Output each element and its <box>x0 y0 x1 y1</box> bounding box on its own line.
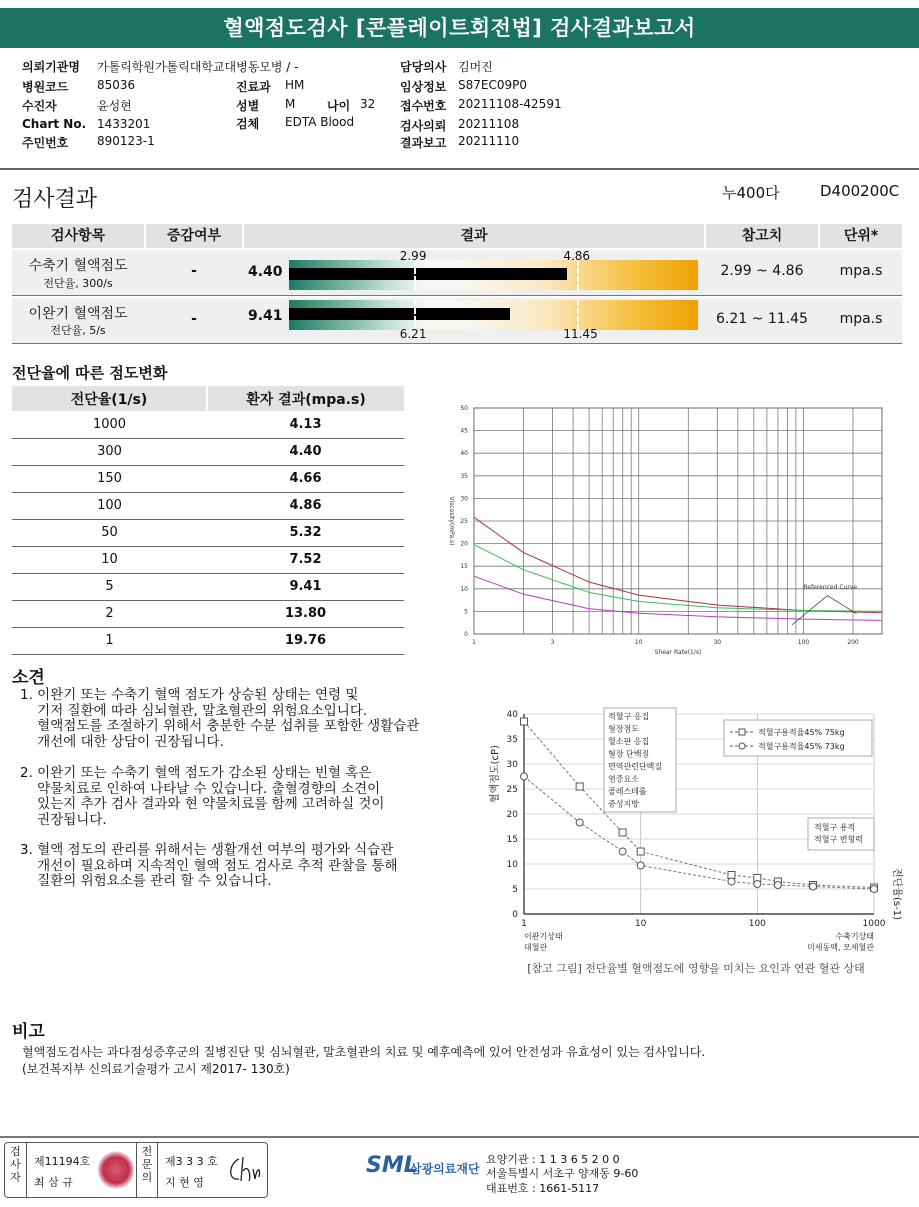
y-tick-label: 0 <box>464 631 468 638</box>
examiner-name: 최 삼 규 <box>34 1176 73 1189</box>
y-axis-label: Viscosity(mPa.s) <box>448 496 455 546</box>
viscosity-curve-chart <box>438 400 888 660</box>
y-tick-label: 40 <box>460 450 468 458</box>
x-tick-label: 1 <box>521 919 527 929</box>
examiner-license: 제11194호 <box>34 1155 91 1168</box>
remarks-notice: (보건복지부 신의료기술평가 고시 제2017- 130호) <box>22 1062 290 1076</box>
shear-rate-cell: 300 <box>12 438 207 465</box>
x-tick-label: 100 <box>748 919 766 929</box>
high-limit-marker <box>577 260 579 290</box>
item-name: 수축기 혈액점도 <box>28 258 128 274</box>
low-limit-marker <box>414 300 416 330</box>
y-tick-label: 30 <box>460 495 468 503</box>
factor-label: 혈소판 응집 <box>608 737 650 746</box>
institution-label: 의뢰기관명 <box>22 60 80 74</box>
shear-result-cell: 5.32 <box>207 519 404 546</box>
y-tick-label: 10 <box>506 860 518 870</box>
header-reference: 참고치 <box>706 224 818 248</box>
y-tick-label: 50 <box>460 405 468 412</box>
report-date-value: 20211110 <box>458 134 520 148</box>
factor-label: 적혈구 응집 <box>608 712 650 721</box>
sex-value: M <box>285 97 296 111</box>
resident-value: 890123-1 <box>97 134 155 148</box>
specialist-name: 지 현 영 <box>165 1176 204 1189</box>
shear-rate-cell: 1000 <box>12 411 207 438</box>
factor-label: 혈장점도 <box>608 724 639 734</box>
data-point <box>619 829 626 836</box>
shear-rate-cell: 150 <box>12 465 207 492</box>
data-point <box>521 718 528 725</box>
specimen-value: EDTA Blood <box>285 115 355 129</box>
header-change: 증감여부 <box>146 224 242 248</box>
x-axis-label: Shear Rate(1/s) <box>654 649 702 656</box>
data-point <box>576 783 583 790</box>
result-gauge <box>289 260 698 290</box>
table-row <box>12 546 404 573</box>
x-tick-label: 30 <box>713 639 722 646</box>
doctor-value: 김머진 <box>458 60 493 74</box>
high-limit-label: 4.86 <box>563 249 591 263</box>
org-phone: 대표번호 : 1661-5117 <box>486 1182 600 1195</box>
y2-axis-label: 전단율(s-1) <box>891 868 902 920</box>
legend-label: 적혈구용적율45% 75kg <box>758 728 845 737</box>
factor-label: 면역관련단백질 <box>608 762 663 771</box>
header-item: 검사항목 <box>12 224 144 248</box>
examiner-label: 검사자 <box>5 1143 27 1197</box>
x-tick-label: 3 <box>550 639 555 646</box>
shear-result-cell: 4.66 <box>207 465 404 492</box>
unit: mpa.s <box>839 311 883 327</box>
insurance-code: 누400다 <box>722 184 780 202</box>
shear-result-cell: 4.13 <box>207 411 404 438</box>
patient-label: 수진자 <box>22 99 57 113</box>
legend-marker <box>739 743 745 749</box>
data-point <box>576 819 583 826</box>
org-address: 서울특별시 서초구 양재동 9-60 <box>486 1167 639 1180</box>
chart-label: Chart No. <box>22 117 87 131</box>
shear-col-result: 환자 결과(mpa.s) <box>207 386 404 411</box>
finding-item-2: 2. 이완기 또는 수축기 혈액 점도가 감소된 상태는 빈혈 혹은 약물치료로 인하여 나타날 수 있습니다. 출혈경향의 소견이 있는지 추가 검사 결과와 현 약물치료를 함께 고려하실 것이 권장됩니다. <box>20 765 385 828</box>
x-right-label-2: 미세동맥, 모세혈관 <box>807 943 874 952</box>
x-tick-label: 200 <box>847 639 859 646</box>
shear-rate-cell: 1 <box>12 627 207 654</box>
report-title: 혈액점도검사 [콘플레이트회전법] 검사결과보고서 <box>0 8 919 48</box>
y-tick-label: 5 <box>464 608 468 616</box>
y-tick-label: 20 <box>506 810 518 820</box>
table-row <box>12 627 404 654</box>
y-tick-label: 35 <box>506 735 518 745</box>
y-tick-label: 25 <box>460 518 468 525</box>
y-tick-label: 40 <box>506 710 518 720</box>
shear-rate-cell: 2 <box>12 600 207 627</box>
specialist-license: 제3 3 3 호 <box>165 1155 218 1168</box>
y-tick-label: 25 <box>506 785 518 795</box>
table-row <box>12 573 404 600</box>
data-point <box>637 862 644 869</box>
x-tick-label: 1 <box>472 639 476 646</box>
y-tick-label: 15 <box>460 563 468 571</box>
x-tick-label: 1000 <box>862 919 886 929</box>
institution-value: 가톨릭학원가톨릭대학교대병동모병 / - <box>97 60 299 74</box>
change-indicator: - <box>191 263 197 279</box>
shear-rate-cell: 10 <box>12 546 207 573</box>
age-label: 나이 <box>327 99 351 113</box>
specialist-signature <box>225 1153 265 1187</box>
item-name: 이완기 혈액점도 <box>28 306 128 322</box>
low-limit-marker <box>414 260 416 290</box>
y-tick-label: 10 <box>460 585 468 593</box>
result-table-header <box>12 224 902 248</box>
request-value: 20211108 <box>458 117 520 131</box>
shear-table <box>12 386 404 655</box>
chart-value: 1433201 <box>97 117 151 131</box>
doctor-label: 담당의사 <box>400 60 447 74</box>
dept-label: 진료과 <box>236 80 271 94</box>
low-limit-label: 2.99 <box>399 249 427 263</box>
x-tick-label: 10 <box>634 639 643 646</box>
x-tick-label: 10 <box>634 919 647 929</box>
receipt-label: 접수번호 <box>400 99 447 113</box>
data-point <box>728 872 735 879</box>
footer-divider <box>0 1136 919 1138</box>
data-point <box>521 773 528 780</box>
header-unit: 단위* <box>820 224 902 248</box>
resident-label: 주민번호 <box>22 136 69 150</box>
result-value: 9.41 <box>248 308 283 324</box>
data-point <box>871 886 878 893</box>
finding-item-3: 3. 혈액 점도의 관리를 위해서는 생활개선 여부의 평가와 식습관 개선이 필요하며 지속적인 혈액 점도 검사로 추적 관찰을 통해 질환의 위험요소를 관리 할 수 있습니다. <box>20 842 398 889</box>
x-left-label-1: 이완기상태 <box>524 932 563 941</box>
shear-result-cell: 4.40 <box>207 438 404 465</box>
result-row-systolic <box>12 250 902 296</box>
sex-label: 성별 <box>236 99 260 113</box>
remarks-title: 비고 <box>12 1022 45 1042</box>
data-point <box>774 882 781 889</box>
hospital-code-value: 85036 <box>97 78 136 92</box>
clinical-value: S87EC09P0 <box>458 78 527 92</box>
y-tick-label: 45 <box>460 427 468 435</box>
data-point <box>637 848 644 855</box>
factor2-label: 적혈구 용적 <box>814 823 856 832</box>
table-row <box>12 411 404 438</box>
reference-range: 2.99 ~ 4.86 <box>720 263 804 279</box>
y-tick-label: 15 <box>506 835 518 845</box>
patient-info <box>0 50 919 168</box>
y-tick-label: 20 <box>460 540 468 548</box>
y-axis-label: 혈액점도(cP) <box>490 745 501 803</box>
x-tick-label: 100 <box>797 639 810 646</box>
remarks-text: 혈액점도검사는 과다점성증후군의 질병진단 및 심뇌혈관, 말초혈관의 치료 및 예후예측에 있어 안전성과 유효성이 있는 검사입니다. <box>22 1045 706 1059</box>
factor-label: 염증요소 <box>608 774 639 784</box>
patient-value: 윤성현 <box>97 99 132 113</box>
shear-result-cell: 13.80 <box>207 600 404 627</box>
specialist-label: 전문의 <box>136 1143 158 1197</box>
y-tick-label: 5 <box>512 885 518 895</box>
table-row <box>12 438 404 465</box>
result-row-diastolic <box>12 298 902 344</box>
low-limit-label: 6.21 <box>399 327 427 341</box>
factor-label: 혈장 단백질 <box>608 749 650 759</box>
result-section-title: 검사결과 <box>12 187 98 212</box>
signature-box <box>4 1142 268 1198</box>
table-row <box>12 519 404 546</box>
table-row <box>12 492 404 519</box>
y-tick-label: 35 <box>460 472 468 480</box>
item-subtitle: 전단율, 300/s <box>43 277 113 290</box>
annotation-label: Referenced Curve <box>803 583 858 591</box>
result-gauge-fill <box>289 308 510 320</box>
factor2-label: 적혈구 변형력 <box>814 835 863 844</box>
org-logo: SML <box>366 1153 418 1178</box>
clinical-label: 임상정보 <box>400 80 447 94</box>
shear-result-cell: 19.76 <box>207 627 404 654</box>
finding-item-1: 1. 이완기 또는 수축기 혈액 점도가 상승된 상태는 연령 및 기저 질환에 따라 심뇌혈관, 말초혈관의 위험요소입니다. 혈액점도를 조절하기 위해서 충분한 수분 섭취를 포함한 생활습관 개선에 대한 상담이 권장됩니다. <box>20 687 420 750</box>
unit: mpa.s <box>839 263 883 279</box>
header-result: 결과 <box>244 224 704 248</box>
dept-value: HM <box>285 78 305 92</box>
legend-label: 적혈구용적율45% 73kg <box>758 742 845 751</box>
factor-label: 콜레스테롤 <box>608 787 647 796</box>
shear-rate-cell: 50 <box>12 519 207 546</box>
table-row <box>12 465 404 492</box>
shear-col-rate: 전단율(1/s) <box>12 386 207 411</box>
request-label: 검사의뢰 <box>400 119 447 133</box>
high-limit-label: 11.45 <box>563 327 598 341</box>
test-code: D400200C <box>820 182 900 200</box>
shear-section-title: 전단율에 따른 점도변화 <box>12 364 168 382</box>
examiner-seal <box>98 1151 134 1189</box>
header-divider <box>0 168 919 170</box>
y-tick-label: 0 <box>512 910 518 920</box>
high-limit-marker <box>577 300 579 330</box>
factor-label: 중성지방 <box>608 799 639 809</box>
table-row <box>12 600 404 627</box>
shear-result-cell: 7.52 <box>207 546 404 573</box>
report-date-label: 결과보고 <box>400 136 447 150</box>
result-value: 4.40 <box>248 264 283 280</box>
shear-result-cell: 9.41 <box>207 573 404 600</box>
shear-rate-cell: 100 <box>12 492 207 519</box>
org-code: 요양기관 : 1 1 3 6 5 2 0 0 <box>486 1153 620 1166</box>
org-name: 삼광의료재단 <box>410 1162 480 1176</box>
reference-figure-chart <box>486 700 906 980</box>
data-point <box>809 883 816 890</box>
result-gauge <box>289 300 698 330</box>
y-tick-label: 30 <box>506 760 518 770</box>
reference-range: 6.21 ~ 11.45 <box>716 311 808 327</box>
age-value: 32 <box>360 97 376 111</box>
item-subtitle: 전단율, 5/s <box>50 324 106 337</box>
result-gauge-fill <box>289 268 567 280</box>
x-right-label-1: 수축기상태 <box>835 932 874 941</box>
shear-rate-cell: 5 <box>12 573 207 600</box>
figure-caption: [참고 그림] 전단율별 혈액점도에 영향을 미치는 요인과 연관 혈관 상태 <box>527 962 865 975</box>
findings-title: 소견 <box>12 668 45 688</box>
hospital-code-label: 병원코드 <box>22 80 69 94</box>
specimen-label: 검체 <box>236 117 260 131</box>
receipt-value: 20211108-42591 <box>458 97 562 111</box>
x-left-label-2: 대혈관 <box>524 943 548 952</box>
legend-marker <box>739 729 745 735</box>
data-point <box>754 881 761 888</box>
shear-result-cell: 4.86 <box>207 492 404 519</box>
change-indicator: - <box>191 311 197 327</box>
data-point <box>619 848 626 855</box>
data-point <box>728 878 735 885</box>
